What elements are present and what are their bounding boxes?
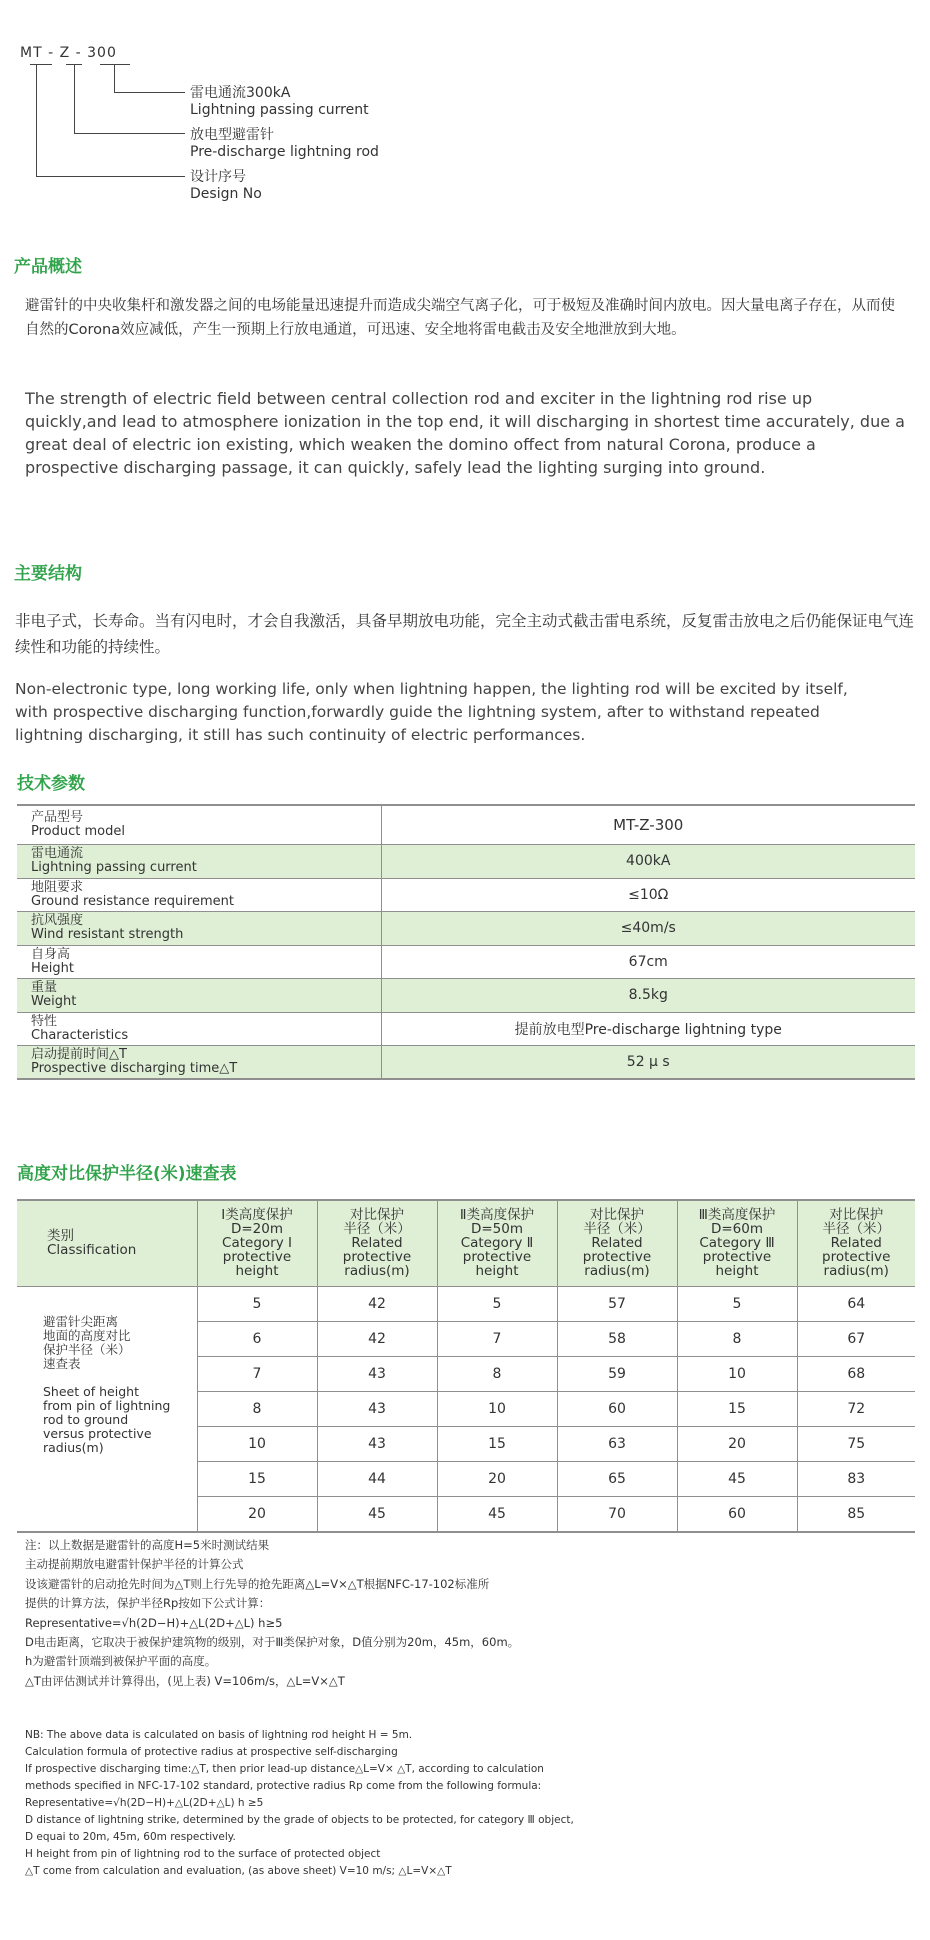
table-cell: 10 — [677, 1356, 797, 1391]
radius-table — [17, 1199, 915, 1533]
code-item-rod — [190, 124, 379, 160]
table-cell: 67 — [797, 1321, 915, 1356]
spec-table — [17, 804, 915, 1080]
table-cell: 63 — [557, 1426, 677, 1461]
table-cell: 43 — [317, 1426, 437, 1461]
structure-heading: 主要结构 — [14, 564, 82, 584]
model-code: MT - Z - 300 — [20, 45, 117, 61]
spec-value: 8.5kg — [381, 978, 915, 1012]
note-line: △T由评估测试并计算得出，(见上表) V=106m/s，△L=V×△T — [25, 1673, 345, 1688]
table-cell: 5 — [197, 1286, 317, 1321]
table-cell: 20 — [437, 1461, 557, 1496]
table-cell: 60 — [557, 1391, 677, 1426]
code-item-cn: 放电型避雷针 — [190, 127, 274, 143]
code-item-design — [190, 166, 262, 202]
code-item-en: Design No — [190, 186, 262, 202]
table-cell: 60 — [677, 1496, 797, 1532]
connector-mt — [36, 64, 185, 177]
table-cell: 20 — [197, 1496, 317, 1532]
code-item-current — [190, 82, 369, 118]
col-header-radius3: 对比保护 半径（米） Related protective radius(m) — [797, 1200, 915, 1286]
table-cell: 7 — [437, 1321, 557, 1356]
radius-header-row — [17, 1200, 915, 1286]
note-line: 注：以上数据是避雷针的高度H=5米时测试结果 — [25, 1538, 270, 1552]
note-line: Calculation formula of protective radius at prospective self-discharging — [25, 1746, 398, 1758]
table-cell: 20 — [677, 1426, 797, 1461]
table-cell: 10 — [197, 1426, 317, 1461]
spec-label: 产品型号 Product model — [17, 805, 381, 844]
note-line: D电击距离，它取决于被保护建筑物的级别，对于Ⅲ类保护对象，D值分别为20m，45m，60m。 — [25, 1635, 520, 1650]
spec-row-current — [17, 844, 915, 878]
overview-text-en: The strength of electric field between central collection rod and exciter in the lightning rod rise up quickly,and lead to atmosphere ionization in the top end, it will discharging in shortest time accurately, due a great deal of electric ion existing, which weaken the domino offect from natural Corona, produce a prospective discharging passage, it can quickly, safely lead the lighting surging into ground. — [25, 389, 905, 477]
table-cell: 8 — [437, 1356, 557, 1391]
spec-label: 启动提前时间△T Prospective discharging time△T — [17, 1045, 381, 1079]
col-header-cat1: Ⅰ类高度保护 D=20m Category Ⅰ protective height — [197, 1200, 317, 1286]
spec-label: 抗风强度 Wind resistant strength — [17, 911, 381, 945]
note-line: D equai to 20m, 45m, 60m respectively. — [25, 1831, 236, 1843]
side-description: 避雷针尖距离 地面的高度对比 保护半径（米） 速查表 Sheet of height from pin of lightning rod to ground versus protective radius(m) — [17, 1286, 197, 1532]
col-header-radius2: 对比保护 半径（米） Related protective radius(m) — [557, 1200, 677, 1286]
table-cell: 65 — [557, 1461, 677, 1496]
table-cell: 5 — [677, 1286, 797, 1321]
code-item-cn: 雷电通流300kA — [190, 85, 291, 101]
note-line: NB: The above data is calculated on basis of lightning rod height H = 5m. — [25, 1729, 413, 1741]
table-cell: 15 — [197, 1461, 317, 1496]
note-line: 主动提前期放电避雷针保护半径的计算公式 — [25, 1557, 244, 1572]
table-cell: 15 — [677, 1391, 797, 1426]
table-cell: 83 — [797, 1461, 915, 1496]
spec-label: 自身高 Height — [17, 945, 381, 978]
table-cell: 85 — [797, 1496, 915, 1532]
radius-heading: 高度对比保护半径(米)速查表 — [17, 1164, 237, 1184]
note-line: 提供的计算方法，保护半径Rp按如下公式计算： — [25, 1596, 271, 1611]
table-row — [17, 1286, 915, 1321]
table-cell: 75 — [797, 1426, 915, 1461]
col-header-radius1: 对比保护 半径（米） Related protective radius(m) — [317, 1200, 437, 1286]
table-cell: 43 — [317, 1356, 437, 1391]
spec-value: MT-Z-300 — [381, 805, 915, 844]
table-cell: 64 — [797, 1286, 915, 1321]
table-cell: 8 — [677, 1321, 797, 1356]
code-item-en: Pre-discharge lightning rod — [190, 144, 379, 160]
table-cell: 59 — [557, 1356, 677, 1391]
spec-row-weight — [17, 978, 915, 1012]
table-cell: 45 — [317, 1496, 437, 1532]
table-cell: 45 — [677, 1461, 797, 1496]
code-item-en: Lightning passing current — [190, 102, 369, 118]
overview-heading: 产品概述 — [14, 257, 82, 277]
spec-row-model — [17, 805, 915, 844]
table-cell: 7 — [197, 1356, 317, 1391]
spec-row-time — [17, 1045, 915, 1079]
table-cell: 43 — [317, 1391, 437, 1426]
spec-value: ≤10Ω — [381, 878, 915, 911]
note-line: D distance of lightning strike, determined by the grade of objects to be protected, for category Ⅲ object, — [25, 1814, 574, 1826]
structure-text-en: Non-electronic type, long working life, only when lightning happen, the lighting rod will be excited by itself, with prospective discharging function,forwardly guide the lightning system, after to withstand repeated lightning discharging, it still has such continuity of electric performances. — [15, 680, 848, 744]
table-cell: 5 — [437, 1286, 557, 1321]
spec-row-height — [17, 945, 915, 978]
table-cell: 6 — [197, 1321, 317, 1356]
spec-value: 400kA — [381, 844, 915, 878]
spec-row-ground — [17, 878, 915, 911]
table-cell: 68 — [797, 1356, 915, 1391]
note-line: h为避雷针顶端到被保护平面的高度。 — [25, 1654, 217, 1669]
code-item-cn: 设计序号 — [190, 169, 246, 185]
notes-cn — [25, 1536, 905, 1691]
table-cell: 72 — [797, 1391, 915, 1426]
spec-label: 地阻要求 Ground resistance requirement — [17, 878, 381, 911]
structure-text-cn: 非电子式，长寿命。当有闪电时，才会自我激活，具备早期放电功能，完全主动式截击雷电系统，反复雷击放电之后仍能保证电气连续性和功能的持续性。 — [15, 612, 915, 656]
table-cell: 42 — [317, 1286, 437, 1321]
notes-en — [25, 1727, 905, 1880]
spec-label: 重量 Weight — [17, 978, 381, 1012]
spec-value: 67cm — [381, 945, 915, 978]
table-cell: 57 — [557, 1286, 677, 1321]
spec-label: 雷电通流 Lightning passing current — [17, 844, 381, 878]
note-line: H height from pin of lightning rod to the surface of protected object — [25, 1848, 381, 1860]
table-cell: 70 — [557, 1496, 677, 1532]
note-formula: Representative=√h(2D−H)+△L(2D+△L) h≥5 — [25, 1615, 283, 1630]
spec-row-wind — [17, 911, 915, 945]
table-cell: 45 — [437, 1496, 557, 1532]
overview-text-cn: 避雷针的中央收集杆和激发器之间的电场能量迅速提升而造成尖端空气离子化，可于极短及准确时间内放电。因大量电离子存在，从而使自然的Corona效应减低，产生一预期上行放电通道，可迅速、安全地将雷电截击及安全地泄放到大地。 — [25, 298, 895, 338]
table-cell: 15 — [437, 1426, 557, 1461]
note-line: methods specified in NFC-17-102 standard, protective radius Rp come from the following formula: — [25, 1780, 542, 1792]
table-cell: 10 — [437, 1391, 557, 1426]
spec-value: ≤40m/s — [381, 911, 915, 945]
table-cell: 42 — [317, 1321, 437, 1356]
table-cell: 8 — [197, 1391, 317, 1426]
classification-header: 类别 Classification — [17, 1200, 197, 1286]
spec-row-characteristics — [17, 1012, 915, 1045]
note-formula: Representative=√h(2D−H)+△L(2D+△L) h ≥5 — [25, 1797, 264, 1809]
note-line: △T come from calculation and evaluation, (as above sheet) V=10 m/s; △L=V×△T — [25, 1865, 452, 1877]
col-header-cat2: Ⅱ类高度保护 D=50m Category Ⅱ protective height — [437, 1200, 557, 1286]
col-header-cat3: Ⅲ类高度保护 D=60m Category Ⅲ protective height — [677, 1200, 797, 1286]
spec-value: 52 μ s — [381, 1045, 915, 1079]
table-cell: 58 — [557, 1321, 677, 1356]
tech-heading: 技术参数 — [17, 774, 85, 794]
table-cell: 44 — [317, 1461, 437, 1496]
note-line: 设该避雷针的启动抢先时间为△T则上行先导的抢先距离△L=V×△T根据NFC-17-102标准所 — [25, 1576, 490, 1591]
spec-label: 特性 Characteristics — [17, 1012, 381, 1045]
spec-value: 提前放电型Pre-discharge lightning type — [381, 1012, 915, 1045]
note-line: If prospective discharging time:△T, then prior lead-up distance△L=V× △T, according to calculation — [25, 1763, 544, 1775]
